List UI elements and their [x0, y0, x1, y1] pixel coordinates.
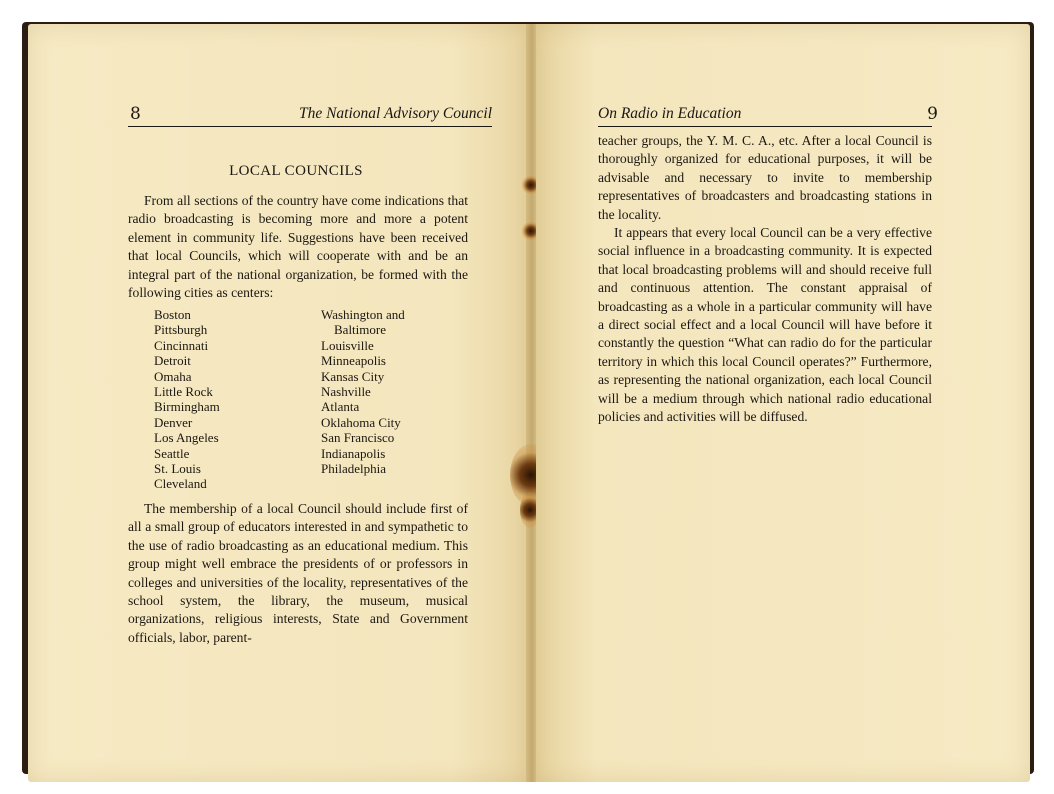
- city-item: Denver: [154, 414, 193, 430]
- city-item: Pittsburgh: [154, 322, 208, 338]
- city-list-column-1: [154, 307, 304, 492]
- city-item: Boston: [154, 307, 191, 322]
- city-item: Cincinnati: [154, 337, 209, 353]
- left-page: [28, 24, 528, 782]
- right-running-head-title: On Radio in Education: [598, 105, 742, 122]
- city-item: Nashville: [321, 384, 371, 400]
- left-page-number: 8: [130, 104, 141, 124]
- city-item: Louisville: [321, 337, 374, 353]
- city-item: San Francisco: [321, 430, 395, 446]
- left-running-head-title: The National Advisory Council: [298, 105, 492, 122]
- right-running-head: [598, 102, 938, 127]
- membership-text-block: [128, 500, 468, 647]
- city-item: St. Louis: [154, 461, 201, 477]
- intro-text-block: [128, 192, 468, 302]
- city-item: Little Rock: [154, 384, 213, 400]
- city-item: Birmingham: [154, 399, 220, 415]
- city-list-column-2: [321, 307, 471, 476]
- city-item: Detroit: [154, 353, 191, 369]
- city-item: Seattle: [154, 445, 190, 461]
- closing-paragraph: It appears that every local Council can be a very effective social influence in a broadcasting community. It is expected that local broadcasting problems will and should receive full and continuous attention. The constant appraisal of broadcasting as a whole in a particular community will have a direct social effect and a local Council will have before it constantly the question “What can radio do for the particular territory in which this local Council operates?” Furthermore, as representing the national organization, each local Council will be a medium through which national radio educational policies and activities will be diffused.: [598, 225, 932, 425]
- city-item: Minneapolis: [321, 353, 386, 369]
- city-item: Omaha: [154, 368, 192, 384]
- city-item: Cleveland: [154, 476, 207, 492]
- membership-paragraph: The membership of a local Council should include first of all a small group of educators interested in and sympathetic to the use of radio broadcasting as an educational medium. This group might well embrace the presidents of or professors in colleges and universities of the locality, representatives of the school system, the library, the museum, musical organizations, religious interests, State and Government officials, labor, parent-: [128, 501, 468, 645]
- right-text-block: [598, 132, 932, 427]
- section-heading: LOCAL COUNCILS: [229, 163, 363, 179]
- intro-paragraph: From all sections of the country have come indications that radio broadcasting is becoming more and more a potent element in community life. Suggestions have been received that local Councils, which will cooperate with and be an integral part of the national organization, be formed with the following cities as centers:: [128, 193, 468, 301]
- continued-paragraph: teacher groups, the Y. M. C. A., etc. After a local Council is thoroughly organized for educational purposes, it will be advisable and necessary to invite to membership representatives of broadcasters and broadcasting stations in the locality.: [598, 133, 932, 222]
- city-item: Oklahoma City: [321, 414, 401, 430]
- city-item: Philadelphia: [321, 461, 386, 477]
- right-page-number: 9: [927, 104, 938, 124]
- city-item: Baltimore: [334, 322, 386, 338]
- left-running-head: [128, 102, 492, 127]
- city-item: Indianapolis: [321, 445, 386, 461]
- city-item: Los Angeles: [154, 430, 219, 446]
- city-item: Kansas City: [321, 368, 385, 384]
- right-page: [536, 24, 1030, 782]
- city-item: Atlanta: [321, 399, 360, 415]
- city-item: Washington and: [321, 307, 405, 322]
